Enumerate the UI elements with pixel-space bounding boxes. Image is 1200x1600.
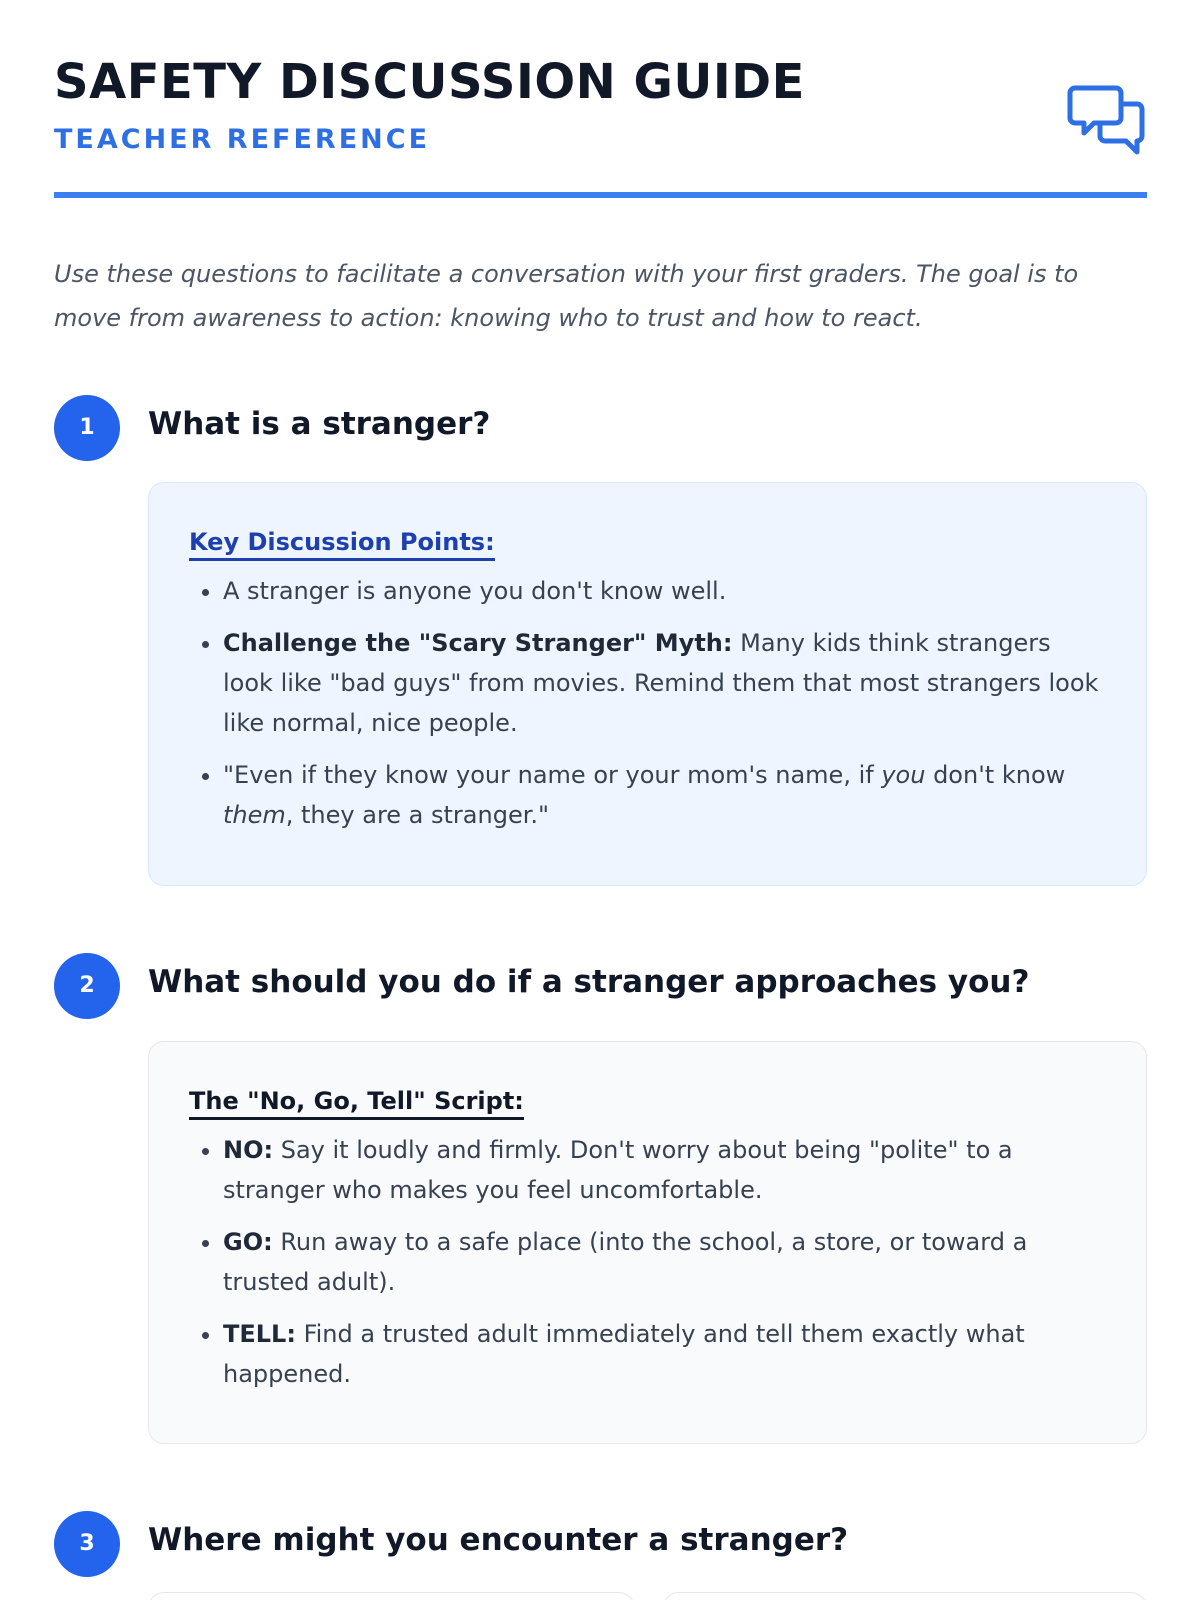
card-heading: Key Discussion Points:: [189, 527, 495, 561]
discussion-point: [223, 623, 1106, 743]
script-step: [223, 1130, 1106, 1210]
quote-part: , they are a stranger.": [285, 801, 550, 829]
script-step-label: TELL:: [223, 1320, 296, 1348]
quote-part: "Even if they know your name or your mom's name, if: [223, 761, 882, 789]
key-discussion-points-card: [148, 482, 1147, 886]
page-subtitle: TEACHER REFERENCE: [54, 124, 431, 155]
question-1-heading: [54, 395, 1147, 463]
header-divider: [54, 192, 1147, 198]
discussion-point: [223, 571, 1106, 611]
discussion-point: [223, 755, 1106, 835]
quote-emphasis: them: [223, 801, 286, 829]
script-step: [223, 1222, 1106, 1302]
script-list: [189, 1130, 1106, 1394]
question-number-badge: 1: [54, 395, 120, 461]
script-step-text: Say it loudly and firmly. Don't worry about being "polite" to a stranger who makes you feel uncomfortable.: [223, 1136, 1013, 1204]
question-2-heading: [54, 953, 1147, 1021]
no-go-tell-script-card: [148, 1041, 1147, 1444]
question-title: Where might you encounter a stranger?: [148, 1522, 849, 1558]
script-step-text: Find a trusted adult immediately and tell them exactly what happened.: [223, 1320, 1025, 1388]
quote-part: don't know: [925, 761, 1066, 789]
question-title: What is a stranger?: [148, 406, 491, 442]
script-step: [223, 1314, 1106, 1394]
question-number-badge: 3: [54, 1511, 120, 1577]
question-title: What should you do if a stranger approaches you?: [148, 964, 1030, 1000]
chat-icon: [1067, 80, 1147, 160]
page-title: SAFETY DISCUSSION GUIDE: [54, 54, 805, 110]
question-3-heading: [54, 1511, 1147, 1579]
guide-header: [54, 50, 1147, 200]
discussion-point-text: A stranger is anyone you don't know well.: [223, 577, 727, 605]
card-heading: The "No, Go, Tell" Script:: [189, 1086, 524, 1120]
discussion-points-list: [189, 571, 1106, 835]
script-step-label: NO:: [223, 1136, 274, 1164]
script-step-label: GO:: [223, 1228, 273, 1256]
script-step-text: Run away to a safe place (into the school, a store, or toward a trusted adult).: [223, 1228, 1028, 1296]
location-card-left: [148, 1592, 635, 1600]
quote-emphasis: you: [881, 761, 926, 789]
location-card-right: [663, 1592, 1147, 1600]
intro-paragraph: Use these questions to facilitate a conversation with your first graders. The goal is to move from awareness to action: knowing who to trust and how to react.: [54, 260, 1079, 332]
discussion-point-bold-label: Challenge the "Scary Stranger" Myth:: [223, 629, 733, 657]
question-number-badge: 2: [54, 953, 120, 1019]
discussion-point-text: Many kids think strangers look like "bad guys" from movies. Remind them that most strangers look like normal, nice people.: [223, 629, 1099, 737]
